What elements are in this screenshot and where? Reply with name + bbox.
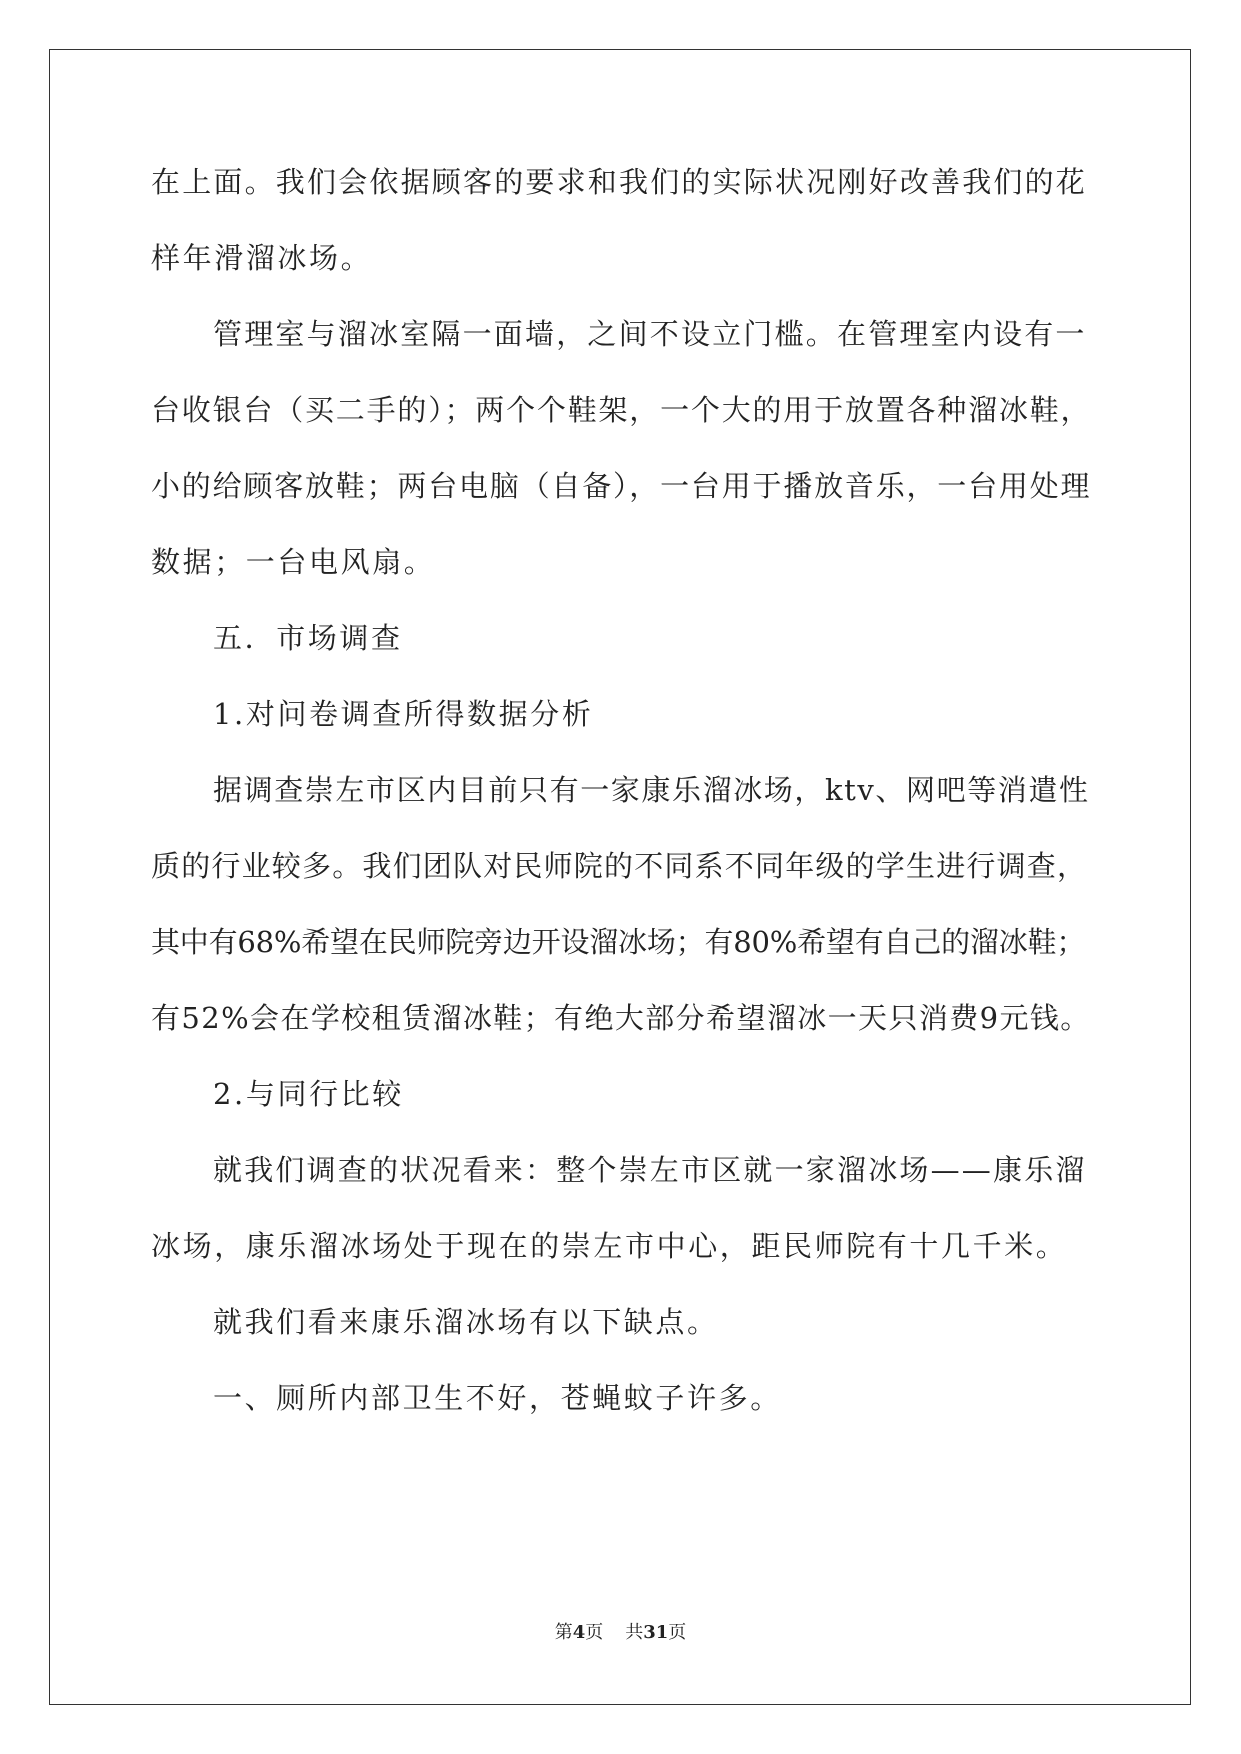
paragraph-line: 就我们调查的状况看来：整个崇左市区就一家溜冰场——康乐溜 <box>213 1153 1087 1187</box>
total-prefix: 共 <box>625 1622 644 1643</box>
paragraph-line: 有52%会在学校租赁溜冰鞋；有绝大部分希望溜冰一天只消费9元钱。 <box>151 1001 1091 1035</box>
paragraph-line: 就我们看来康乐溜冰场有以下缺点。 <box>213 1305 719 1339</box>
paragraph-line: 样年滑溜冰场。 <box>151 241 373 275</box>
paragraph-line: 冰场，康乐溜冰场处于现在的崇左市中心，距民师院有十几千米。 <box>151 1229 1068 1263</box>
total-pages: 31 <box>643 1622 669 1643</box>
page-number: 4 <box>572 1622 586 1643</box>
paragraph-line: 质的行业较多。我们团队对民师院的不同系不同年级的学生进行调查， <box>151 849 1088 883</box>
page-footer <box>0 1621 1241 1645</box>
paragraph-line: 在上面。我们会依据顾客的要求和我们的实际状况刚好改善我们的花 <box>151 165 1088 199</box>
paragraph-line: 一、厕所内部卫生不好，苍蝇蚊子许多。 <box>213 1381 782 1415</box>
paragraph-line: 台收银台（买二手的）；两个个鞋架，一个大的用于放置各种溜冰鞋， <box>151 393 1092 427</box>
paragraph-line: 数据；一台电风扇。 <box>151 545 436 579</box>
section-heading: 五．市场调查 <box>213 621 403 655</box>
paragraph-line: 其中有68%希望在民师院旁边开设溜冰场；有80%希望有自己的溜冰鞋； <box>151 925 1086 959</box>
paragraph-line: 管理室与溜冰室隔一面墙，之间不设立门槛。在管理室内设有一 <box>213 317 1087 351</box>
page-prefix: 第 <box>554 1622 573 1643</box>
subsection-heading: 2.与同行比较 <box>213 1077 404 1111</box>
paragraph-line: 小的给顾客放鞋；两台电脑（自备），一台用于播放音乐，一台用处理 <box>151 469 1092 503</box>
total-suffix: 页 <box>668 1622 687 1643</box>
page-suffix: 页 <box>585 1622 604 1643</box>
subsection-heading: 1.对问卷调查所得数据分析 <box>213 697 594 731</box>
paragraph-line: 据调查崇左市区内目前只有一家康乐溜冰场，ktv、网吧等消遣性 <box>213 773 1090 807</box>
